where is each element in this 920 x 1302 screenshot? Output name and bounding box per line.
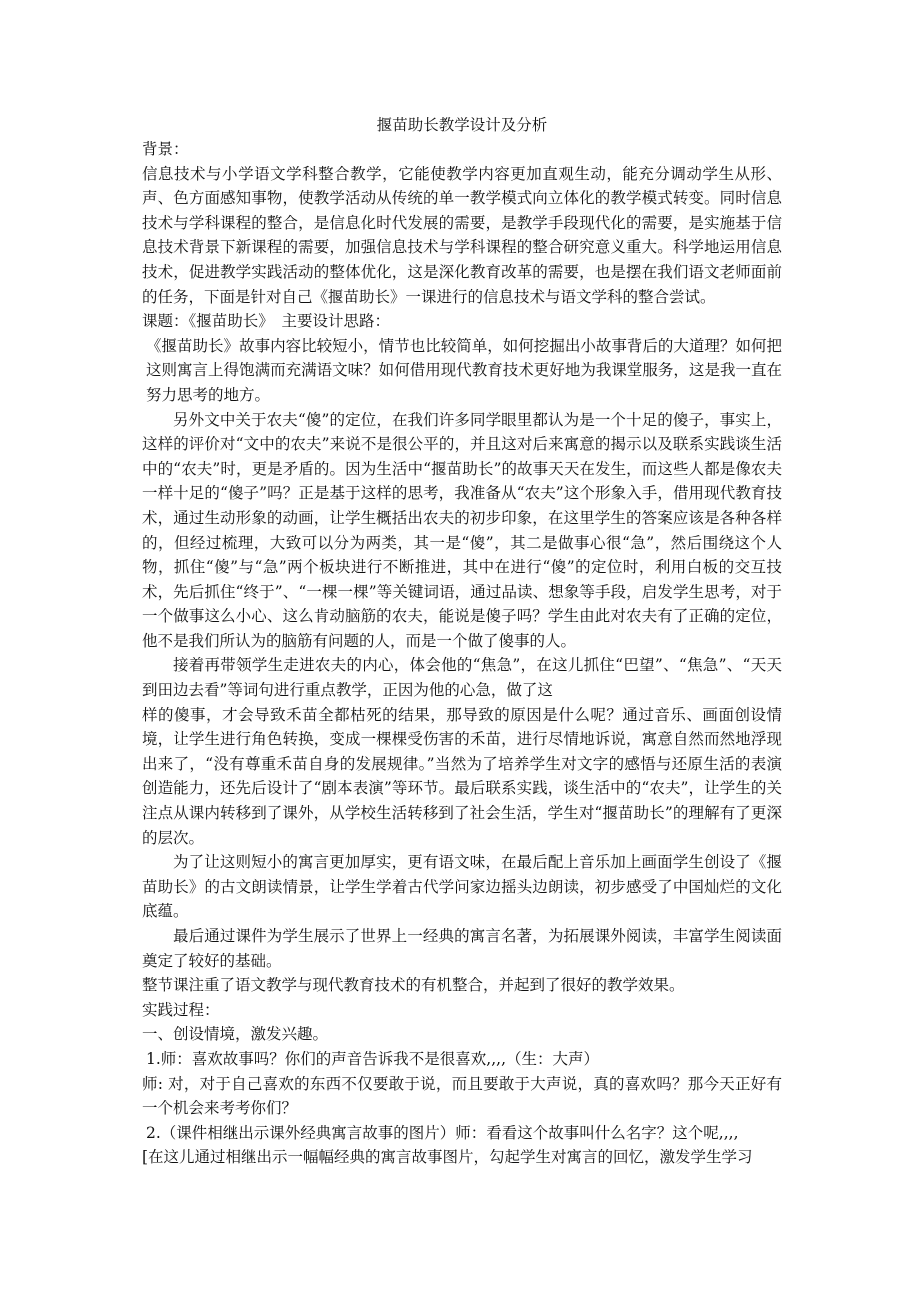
topic-line: 课题：《揠苗助长》 主要设计思路： [142, 312, 391, 331]
paragraph-farmer-position: 另外文中关于农夫“傻”的定位，在我们许多同学眼里都认为是一个十足的傻子，事实上，这样的评价对“文中的农夫”来说不是很公平的，并且这对后来寓意的揭示以及联系实践谈生活中的“农夫”时，更是矛盾的。因为生活中“揠苗助长”的故事天天在发生，而这些人都是像农夫一样十足的“傻子”吗？正是基于这样的思考，我准备从“农夫”这个形象入手，借用现代教育技术，通过生动形象的动画，让学生概括出农夫的初步印象，在这里学生的答案应该是各种各样的，但经过梳理，大致可以分为两类，其一是“傻”，其二是做事心很“急”，然后围绕这个人物，抓住“傻”与“急”两个板块进行不断推进，其中在进行“傻”的定位时，利用白板的交互技术，先后抓住“终于”、“一棵一棵”等关键词语，通过品读、想象等手段，启发学生思考，对于一个做事这么小心、这么肯动脑筋的农夫，能说是傻子吗？学生由此对农夫有了正确的定位，他不是我们所认为的脑筋有问题的人，而是一个做了傻事的人。 [142, 410, 782, 650]
dialogue-item-1: 1.师：喜欢故事吗？你们的声音告诉我不是很喜欢,,,,（生：大声） [146, 1049, 599, 1068]
paragraph-classical-reading: 为了让这则短小的寓言更加厚实，更有语文味，在最后配上音乐加上画面学生创设了《揠苗助长》的古文朗读情景，让学生学着古代学问家边摇头边朗读，初步感受了中国灿烂的文化底蕴。 [142, 853, 782, 921]
paragraph-summary: 整节课注重了语文教学与现代教育技术的有机整合，并起到了很好的教学效果。 [142, 976, 685, 995]
paragraph-extended-reading: 最后通过课件为学生展示了世界上一经典的寓言名著，为拓展课外阅读，丰富学生阅读面奠定了较好的基础。 [142, 927, 782, 970]
section-heading-practice: 实践过程： [142, 1000, 220, 1019]
document-title: 揠苗助长教学设计及分析 [376, 116, 548, 134]
step-heading-1: 一、创设情境，激发兴趣。 [142, 1025, 329, 1044]
dialogue-item-2: 2.（课件相继出示课外经典寓言故事的图片）师：看看这个故事叫什么名字？这个呢,,,, [146, 1123, 739, 1142]
paragraph-farmer-anxiety: 接着再带领学生走进农夫的内心，体会他的“焦急”，在这儿抓住“巴望”、“焦急”、“天天到田边去看”等词句进行重点教学，正因为他的心急，做了这 [142, 656, 782, 700]
dialogue-teacher-reply: 师: 对，对于自己喜欢的东西不仅要敢于说，而且要敢于大声说，真的喜欢吗？那今天正好有一个机会来考考你们？ [142, 1074, 782, 1118]
paragraph-design-idea: 《揠苗助长》故事内容比较短小，情节也比较简单，如何挖掘出小故事背后的大道理？如何把这则寓言上得饱满而充满语文味？如何借用现代教育技术更好地为我课堂服务，这是我一直在努力思考的地方。 [146, 336, 782, 404]
section-heading-background: 背景： [142, 140, 189, 158]
document-body [142, 137, 782, 1170]
paragraph-consequence: 样的傻事，才会导致禾苗全都枯死的结果，那导致的原因是什么呢？通过音乐、画面创设情境，让学生进行角色转换，变成一棵棵受伤害的禾苗，进行尽情地诉说，寓意自然而然地浮现出来了，“没有尊重禾苗自身的发展规律。”当然为了培养学生对文字的感悟与还原生活的表演创造能力，还先后设计了“剧本表演”等环节。最后联系实践，谈生活中的“农夫”，让学生的关注点从课内转移到了课外，从学校生活转移到了社会生活，学生对“揠苗助长”的理解有了更深的层次。 [142, 705, 782, 847]
design-note: [在这儿通过相继出示一幅幅经典的寓言故事图片，勾起学生对寓言的回忆，激发学生学习 [142, 1148, 753, 1167]
paragraph-background: 信息技术与小学语文学科整合教学，它能使教学内容更加直观生动，能充分调动学生从形、声、色方面感知事物，使教学活动从传统的单一教学模式向立体化的教学模式转变。同时信息技术与学科课程的整合，是信息化时代发展的需要，是教学手段现代化的需要，是实施基于信息技术背景下新课程的需要，加强信息技术与学科课程的整合研究意义重大。科学地运用信息技术，促进教学实践活动的整体优化，这是深化教育改革的需要，也是摆在我们语文老师面前的任务，下面是针对自己《揠苗助长》一课进行的信息技术与语文学科的整合尝试。 [142, 164, 782, 306]
